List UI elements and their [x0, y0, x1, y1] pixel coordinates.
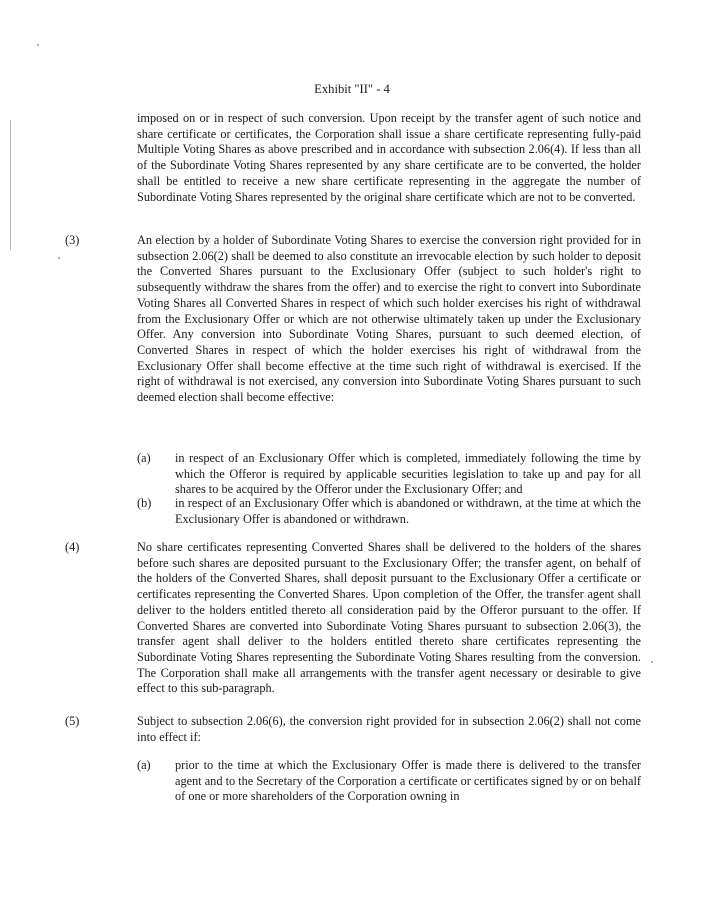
section-4-paragraph: No share certificates representing Converted Shares shall be delivered to the holders of the shares before such shares are deposited pursuant to the Exclusionary Offer; the transfer agent, on behalf of the holders of the Converted Shares, shall deposit pursuant to the Exclusionary Offer a certificate or certificates representing the Converted Shares. Upon completion of the Offer, the transfer agent shall deliver to the holders entitled thereto all consideration paid by the Offeror pursuant to the offer. If Converted Shares are converted into Subordinate Voting Shares pursuant to subsection 2.06(3), the transfer agent shall deliver to the holders entitled thereto share certificates representing the Subordinate Voting Shares representing the Subordinate Voting Shares resulting from the conversion. The Corporation shall make all arrangements with the transfer agent necessary or desirable to give effect to this sub-paragraph. [137, 540, 641, 696]
page-header: Exhibit "II" - 4 [314, 82, 390, 96]
section-5-paragraph: Subject to subsection 2.06(6), the conversion right provided for in subsection 2.06(2) shall not come into effect if: [137, 714, 641, 744]
section-number: (4) [65, 540, 80, 554]
scan-speck [651, 661, 653, 663]
subsection-label: (a) [137, 758, 151, 772]
scan-edge-mark [10, 120, 11, 250]
section-3b-paragraph: in respect of an Exclusionary Offer which is abandoned or withdrawn, at the time at which the Exclusionary Offer is abandoned or withdrawn. [175, 496, 641, 526]
section-number: (5) [65, 714, 80, 728]
scan-speck [37, 44, 39, 46]
subsection-label: (b) [137, 496, 152, 510]
section-5a-paragraph: prior to the time at which the Exclusionary Offer is made there is delivered to the transfer agent and to the Secretary of the Corporation a certificate or certificates signed by or on behalf of one or more shareholders of the Corporation owning in [175, 758, 641, 804]
scan-speck [58, 257, 60, 259]
intro-paragraph: imposed on or in respect of such conversion. Upon receipt by the transfer agent of such notice and share certificate or certificates, the Corporation shall issue a share certificate representing fully-paid Multiple Voting Shares as above prescribed and in accordance with subsection 2.06(4). If less than all of the Subordinate Voting Shares represented by any share certificate are to be converted, the holder shall be entitled to receive a new share certificate representing in the aggregate the number of Subordinate Voting Shares represented by the original share certificate which are not to be converted. [137, 111, 641, 204]
section-number: (3) [65, 233, 80, 247]
section-3a-paragraph: in respect of an Exclusionary Offer which is completed, immediately following the time by which the Offeror is required by applicable securities legislation to take up and pay for all shares to be acquired by the Offeror under the Exclusionary Offer; and [175, 451, 641, 497]
subsection-label: (a) [137, 451, 151, 465]
section-3-paragraph: An election by a holder of Subordinate Voting Shares to exercise the conversion right provided for in subsection 2.06(2) shall be deemed to also constitute an irrevocable election by such holder to deposit the Converted Shares pursuant to the Exclusionary Offer (subject to such holder's right to subsequently withdraw the shares from the offer) and to exercise the right to convert into Subordinate Voting Shares all Converted Shares in respect of which such holder exercises his right of withdrawal from the Exclusionary Offer or which are not otherwise ultimately taken up under the Exclusionary Offer. Any conversion into Subordinate Voting Shares, pursuant to such deemed election, of Converted Shares in respect of which the holder exercises his right of withdrawal from the Exclusionary Offer shall become effective at the time such right of withdrawal is exercised. If the right of withdrawal is not exercised, any conversion into Subordinate Voting Shares pursuant to such deemed election shall become effective: [137, 233, 641, 405]
